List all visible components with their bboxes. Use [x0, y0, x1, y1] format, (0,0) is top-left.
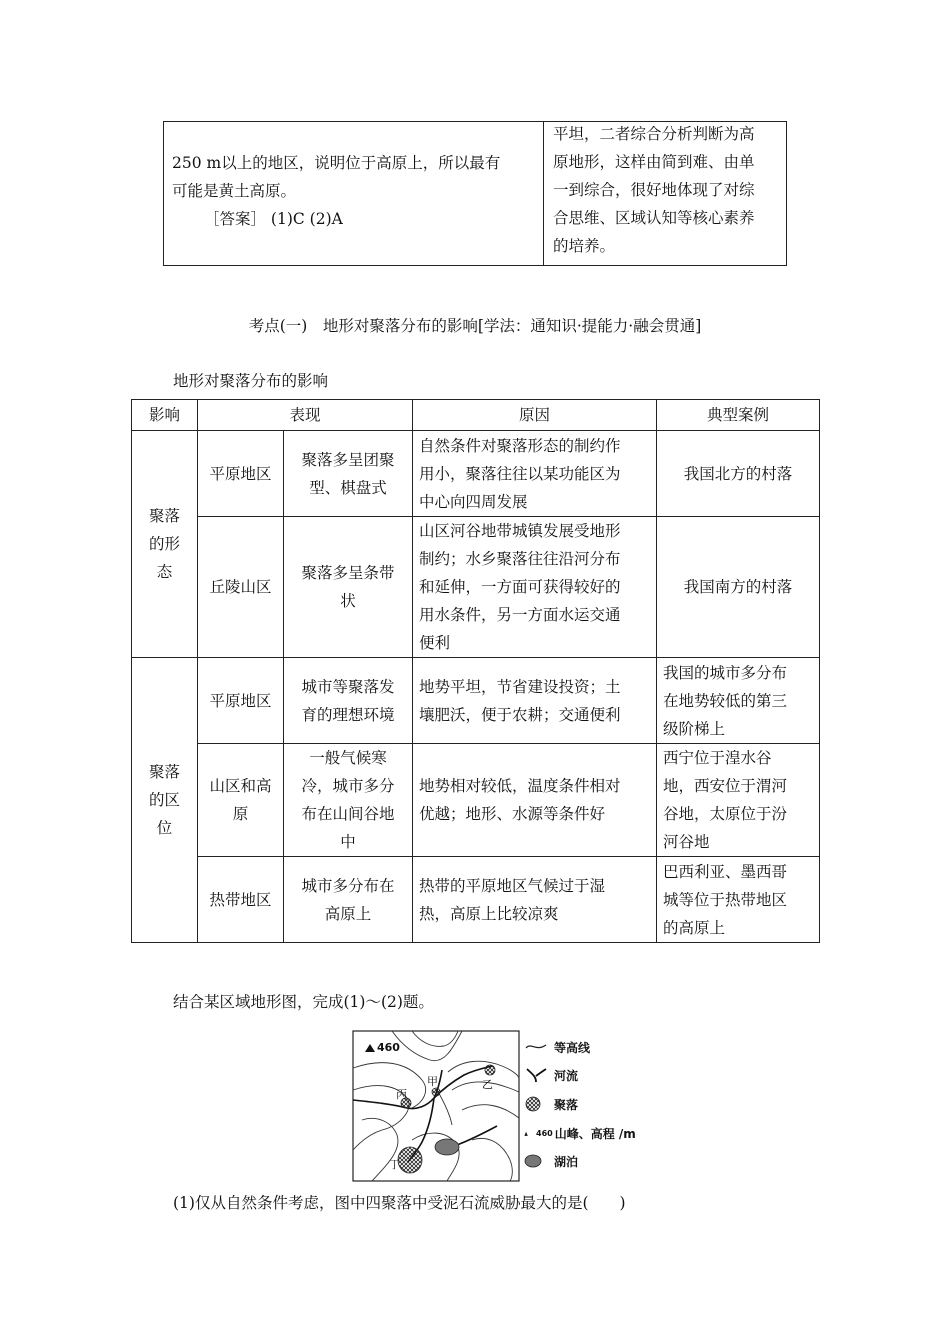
peak-icon — [524, 1124, 534, 1142]
commentary-line: 原地形，这样由简到难、由单 — [553, 153, 755, 171]
terrain-settlement-table — [131, 399, 820, 943]
settlement-yi — [485, 1065, 495, 1075]
reason-cell: 热带的平原地区气候过于湿 热，高原上比较凉爽 — [413, 857, 657, 943]
commentary-line: 平坦，二者综合分析判断为高 — [553, 125, 755, 143]
area-cell: 平原地区 — [198, 658, 284, 744]
label-jia: 甲 — [427, 1075, 438, 1088]
reason-cell: 山区河谷地带城镇发展受地形 制约；水乡聚落往往沿河分布 和延伸，一方面可获得较好的 用水条件，另一方面水运交通 便利 — [413, 517, 657, 658]
previous-answer-box — [163, 121, 787, 266]
example-cell: 我国南方的村落 — [657, 517, 820, 658]
form-cell: 聚落多呈条带 状 — [284, 517, 413, 658]
question-intro: 结合某区域地形图，完成(1)～(2)题。 — [173, 993, 434, 1011]
commentary-text — [553, 120, 781, 260]
form-cell: 城市多分布在 高原上 — [284, 857, 413, 943]
header-cell: 表现 — [198, 400, 413, 431]
example-cell: 巴西利亚、墨西哥 城等位于热带地区 的高原上 — [657, 857, 820, 943]
table-caption: 地形对聚落分布的影响 — [173, 372, 329, 390]
area-cell: 热带地区 — [198, 857, 284, 943]
legend-settlement: 聚落 — [524, 1093, 578, 1115]
table-row — [132, 517, 820, 658]
reason-cell: 地势平坦，节省建设投资；土 壤肥沃，便于农耕；交通便利 — [413, 658, 657, 744]
header-cell: 原因 — [413, 400, 657, 431]
question-1: (1)仅从自然条件考虑，图中四聚落中受泥石流威胁最大的是( ) — [173, 1194, 626, 1212]
map-legend — [524, 1036, 664, 1176]
table-row — [132, 431, 820, 517]
header-cell: 典型案例 — [657, 400, 820, 431]
table-row — [132, 658, 820, 744]
label-yi: 乙 — [482, 1078, 493, 1091]
example-cell: 西宁位于湟水谷 地，西安位于渭河 谷地，太原位于汾 河谷地 — [657, 744, 820, 857]
legend-peak: 460 山峰、高程 /m — [524, 1122, 636, 1144]
contour-icon — [524, 1038, 548, 1056]
lake — [435, 1139, 459, 1155]
label-ding: 丁 — [389, 1158, 400, 1171]
example-cell: 我国的城市多分布 在地势较低的第三 级阶梯上 — [657, 658, 820, 744]
analysis-text — [172, 149, 532, 233]
table-row — [132, 857, 820, 943]
legend-river: 河流 — [524, 1064, 578, 1086]
table-row — [132, 744, 820, 857]
answer-line: ［答案］ (1)C (2)A — [204, 210, 343, 228]
peak-elevation: 460 — [377, 1041, 400, 1054]
header-cell: 影响 — [132, 400, 198, 431]
label-bing: 丙 — [396, 1088, 407, 1101]
topographic-map — [352, 1030, 520, 1182]
area-cell: 山区和高 原 — [198, 744, 284, 857]
legend-contour: 等高线 — [524, 1036, 590, 1058]
area-cell: 平原地区 — [198, 431, 284, 517]
area-cell: 丘陵山区 — [198, 517, 284, 658]
commentary-line: 的培养。 — [553, 237, 616, 255]
example-cell: 我国北方的村落 — [657, 431, 820, 517]
table-header-row — [132, 400, 820, 431]
settlement-icon — [524, 1095, 548, 1113]
form-cell: 聚落多呈团聚 型、棋盘式 — [284, 431, 413, 517]
group-label-form: 聚落 的形 态 — [132, 431, 198, 658]
form-cell: 城市等聚落发 育的理想环境 — [284, 658, 413, 744]
group-label-location: 聚落 的区 位 — [132, 658, 198, 943]
section-heading: 考点(一) 地形对聚落分布的影响[学法：通知识·提能力·融会贯通] — [248, 317, 702, 335]
commentary-line: 一到综合，很好地体现了对综 — [553, 181, 755, 199]
lake-icon — [524, 1152, 548, 1170]
reason-cell: 自然条件对聚落形态的制约作 用小，聚落往往以某功能区为 中心向四周发展 — [413, 431, 657, 517]
analysis-line: 可能是黄土高原。 — [172, 182, 297, 200]
river-icon — [524, 1066, 548, 1084]
reason-cell: 地势相对较低，温度条件相对 优越；地形、水源等条件好 — [413, 744, 657, 857]
settlement-ding — [398, 1147, 422, 1173]
box-divider — [543, 122, 544, 265]
settlement-jia — [432, 1088, 440, 1096]
form-cell: 一般气候寒 冷，城市多分 布在山间谷地 中 — [284, 744, 413, 857]
legend-lake: 湖泊 — [524, 1150, 578, 1172]
commentary-line: 合思维、区域认知等核心素养 — [553, 209, 755, 227]
analysis-line: 250 m以上的地区，说明位于高原上，所以最有 — [172, 154, 501, 172]
